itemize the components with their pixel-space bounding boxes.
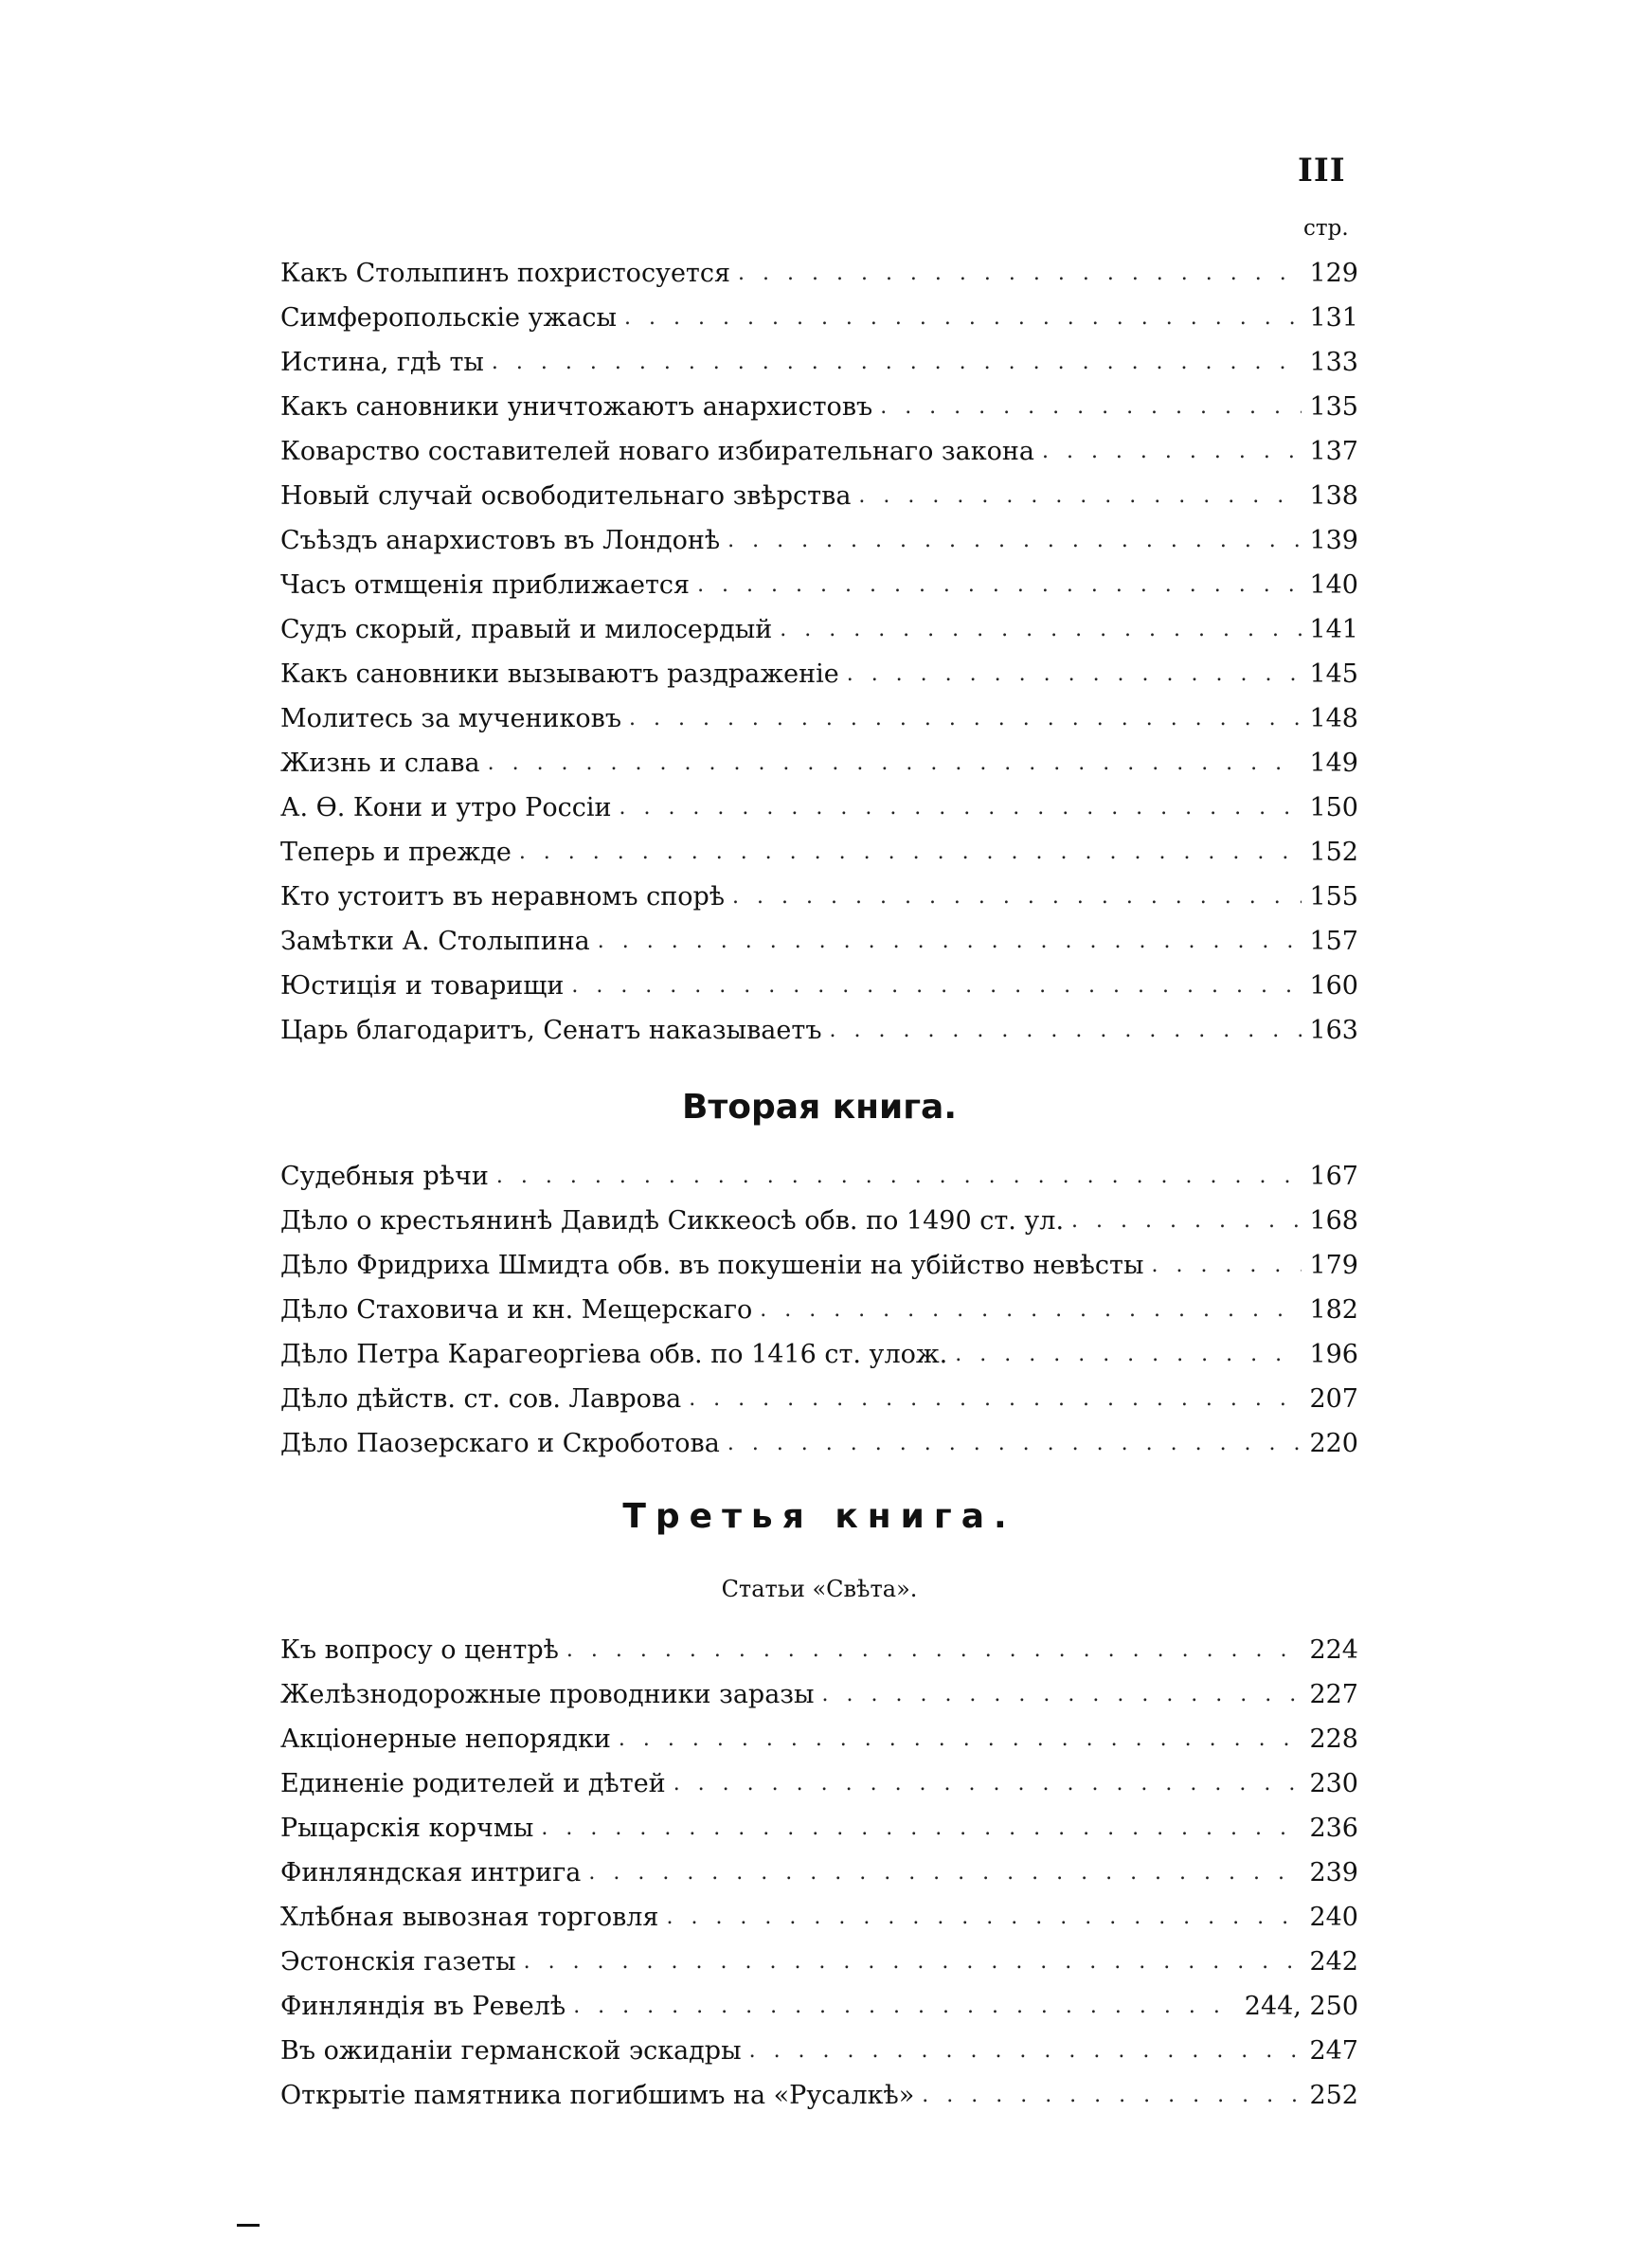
toc-entry bbox=[280, 1199, 1358, 1243]
toc-entry-page: 141 bbox=[1309, 615, 1358, 644]
toc-entry-page: 230 bbox=[1309, 1769, 1358, 1798]
toc-leader-dots bbox=[760, 1298, 1302, 1322]
toc-leader-dots bbox=[492, 351, 1302, 374]
toc-entry bbox=[280, 830, 1358, 875]
toc-entry-page: 155 bbox=[1309, 882, 1358, 912]
toc-entry bbox=[280, 1628, 1358, 1672]
toc-leader-dots bbox=[1071, 1209, 1302, 1233]
toc-leader-dots bbox=[624, 306, 1302, 330]
toc-entry bbox=[280, 1288, 1358, 1332]
toc-entry-title: Эстонскія газеты bbox=[280, 1947, 516, 1977]
toc-entry bbox=[280, 607, 1358, 652]
toc-entry bbox=[280, 875, 1358, 919]
toc-entry-title: Истина, гдѣ ты bbox=[280, 348, 484, 377]
toc-leader-dots bbox=[955, 1343, 1302, 1366]
toc-entry-title: Хлѣбная вывозная торговля bbox=[280, 1903, 659, 1932]
toc-leader-dots bbox=[571, 974, 1302, 998]
toc-entry bbox=[280, 741, 1358, 785]
toc-leader-dots bbox=[673, 1772, 1302, 1796]
toc-entry-page: 163 bbox=[1309, 1016, 1358, 1045]
toc-entry-title: Дѣло дѣйств. ст. сов. Лаврова bbox=[280, 1384, 682, 1414]
section-3-subheading: Статьи «Свѣта». bbox=[721, 1576, 918, 1602]
toc-leader-dots bbox=[697, 573, 1302, 597]
toc-entry-page: 242 bbox=[1309, 1947, 1358, 1977]
toc-entry bbox=[280, 696, 1358, 741]
section-2-heading: Вторая книга. bbox=[681, 1088, 958, 1127]
toc-entry bbox=[280, 964, 1358, 1008]
toc-entry-title: Съѣздъ анархистовъ въ Лондонѣ bbox=[280, 526, 721, 555]
toc-leader-dots bbox=[629, 707, 1302, 731]
toc-leader-dots bbox=[749, 2039, 1302, 2063]
toc-leader-dots bbox=[727, 529, 1302, 552]
toc-entry bbox=[280, 1851, 1358, 1895]
toc-entry-page: 224 bbox=[1309, 1635, 1358, 1665]
toc-leader-dots bbox=[727, 1432, 1302, 1455]
toc-entry-title: Новый случай освободительнаго звѣрства bbox=[280, 481, 852, 511]
toc-leader-dots bbox=[830, 1019, 1302, 1042]
toc-entry bbox=[280, 251, 1358, 296]
toc-entry-title: Желѣзнодорожные проводники заразы bbox=[280, 1680, 815, 1709]
toc-section-1 bbox=[280, 251, 1358, 1053]
toc-entry bbox=[280, 785, 1358, 830]
toc-entry bbox=[280, 385, 1358, 429]
toc-section-2 bbox=[280, 1154, 1358, 1466]
toc-leader-dots bbox=[1042, 440, 1302, 463]
toc-entry-title: Жизнь и слава bbox=[280, 749, 480, 778]
toc-entry-title: Молитесь за мучениковъ bbox=[280, 704, 621, 733]
toc-entry-page: 138 bbox=[1309, 481, 1358, 511]
toc-entry-page: 150 bbox=[1309, 793, 1358, 822]
toc-leader-dots bbox=[847, 662, 1302, 686]
toc-leader-dots bbox=[732, 885, 1302, 909]
toc-entry-page: 239 bbox=[1309, 1858, 1358, 1887]
toc-entry bbox=[280, 1940, 1358, 1984]
toc-entry bbox=[280, 1895, 1358, 1940]
toc-entry-title: Открытіе памятника погибшимъ на «Русалкѣ» bbox=[280, 2081, 915, 2110]
toc-entry-title: Кто устоитъ въ неравномъ спорѣ bbox=[280, 882, 726, 912]
toc-entry bbox=[280, 2073, 1358, 2118]
toc-leader-dots bbox=[780, 618, 1302, 641]
toc-entry-page: 129 bbox=[1309, 259, 1358, 288]
toc-entry bbox=[280, 652, 1358, 696]
toc-entry-page: 236 bbox=[1309, 1814, 1358, 1843]
toc-entry-title: Какъ сановники вызываютъ раздраженіе bbox=[280, 659, 839, 689]
toc-leader-dots bbox=[541, 1816, 1302, 1840]
toc-entry-page: 145 bbox=[1309, 659, 1358, 689]
toc-entry-title: Какъ Столыпинъ похристосуется bbox=[280, 259, 731, 288]
toc-entry-page: 140 bbox=[1309, 570, 1358, 600]
toc-entry-title: Дѣло Стаховича и кн. Мещерскаго bbox=[280, 1295, 753, 1325]
toc-entry-page: 149 bbox=[1309, 749, 1358, 778]
toc-entry bbox=[280, 1332, 1358, 1377]
toc-entry bbox=[280, 1008, 1358, 1053]
toc-entry-title: Въ ожиданіи германской эскадры bbox=[280, 2036, 742, 2066]
toc-leader-dots bbox=[488, 751, 1302, 775]
toc-entry-title: Дѣло о крестьянинѣ Давидѣ Сиккеосѣ обв. по 1490 ст. ул. bbox=[280, 1206, 1065, 1236]
toc-entry-page: 131 bbox=[1309, 303, 1358, 333]
toc-entry-title: Единеніе родителей и дѣтей bbox=[280, 1769, 666, 1798]
toc-leader-dots bbox=[619, 796, 1302, 820]
toc-entry-title: Симферопольскіе ужасы bbox=[280, 303, 618, 333]
toc-entry-title: Финляндія въ Ревелѣ bbox=[280, 1992, 566, 2021]
toc-entry-title: Дѣло Паозерскаго и Скроботова bbox=[280, 1429, 720, 1458]
toc-entry-page: 137 bbox=[1309, 437, 1358, 466]
toc-entry-page: 133 bbox=[1309, 348, 1358, 377]
toc-entry bbox=[280, 1377, 1358, 1421]
toc-entry-page: 148 bbox=[1309, 704, 1358, 733]
toc-leader-dots bbox=[588, 1861, 1302, 1885]
toc-entry bbox=[280, 429, 1358, 474]
toc-entry-page: 167 bbox=[1309, 1162, 1358, 1191]
toc-leader-dots bbox=[573, 1995, 1237, 2018]
toc-entry-page: 157 bbox=[1309, 927, 1358, 956]
toc-entry-page: 244, 250 bbox=[1244, 1992, 1358, 2021]
toc-leader-dots bbox=[922, 2084, 1302, 2107]
toc-leader-dots bbox=[619, 1727, 1302, 1751]
toc-entry bbox=[280, 340, 1358, 385]
toc-entry bbox=[280, 1154, 1358, 1199]
toc-entry-title: Акціонерные непорядки bbox=[280, 1724, 611, 1754]
page-number: III bbox=[1298, 152, 1346, 190]
toc-leader-dots bbox=[598, 930, 1302, 953]
toc-leader-dots bbox=[524, 1950, 1302, 1974]
toc-entry bbox=[280, 1806, 1358, 1851]
toc-entry-page: 227 bbox=[1309, 1680, 1358, 1709]
toc-section-3 bbox=[280, 1628, 1358, 2118]
toc-leader-dots bbox=[496, 1165, 1302, 1188]
page-column-header: стр. bbox=[1303, 216, 1349, 241]
toc-leader-dots bbox=[858, 484, 1302, 508]
toc-entry bbox=[280, 1761, 1358, 1806]
toc-entry bbox=[280, 1717, 1358, 1761]
toc-entry bbox=[280, 1243, 1358, 1288]
toc-entry-title: Коварство составителей новаго избирательнаго закона bbox=[280, 437, 1034, 466]
toc-entry-title: Дѣло Петра Карагеоргіева обв. по 1416 ст. улож. bbox=[280, 1340, 948, 1369]
toc-entry-title: Какъ сановники уничтожаютъ анархистовъ bbox=[280, 392, 873, 422]
toc-entry-title: Дѣло Фридриха Шмидта обв. въ покушеніи на убійство невѣсты bbox=[280, 1251, 1144, 1280]
toc-leader-dots bbox=[689, 1387, 1302, 1411]
toc-entry-page: 139 bbox=[1309, 526, 1358, 555]
toc-entry-title: Финляндская интрига bbox=[280, 1858, 582, 1887]
toc-entry-title: А. Ѳ. Кони и утро Россіи bbox=[280, 793, 612, 822]
toc-entry bbox=[280, 563, 1358, 607]
toc-entry-page: 252 bbox=[1309, 2081, 1358, 2110]
toc-entry-page: 196 bbox=[1309, 1340, 1358, 1369]
toc-entry bbox=[280, 1672, 1358, 1717]
toc-entry-page: 228 bbox=[1309, 1724, 1358, 1754]
toc-entry-page: 152 bbox=[1309, 838, 1358, 867]
toc-entry-title: Судебныя рѣчи bbox=[280, 1162, 489, 1191]
toc-entry bbox=[280, 2029, 1358, 2073]
toc-leader-dots bbox=[738, 262, 1302, 285]
toc-entry-page: 247 bbox=[1309, 2036, 1358, 2066]
toc-entry-page: 240 bbox=[1309, 1903, 1358, 1932]
toc-entry-page: 160 bbox=[1309, 971, 1358, 1001]
toc-entry-title: Рыцарскія корчмы bbox=[280, 1814, 534, 1843]
toc-entry-title: Судъ скорый, правый и милосердый bbox=[280, 615, 773, 644]
toc-entry-page: 179 bbox=[1309, 1251, 1358, 1280]
toc-entry bbox=[280, 1421, 1358, 1466]
toc-entry-title: Къ вопросу о центрѣ bbox=[280, 1635, 559, 1665]
section-3-heading: Третья книга. bbox=[622, 1497, 1016, 1536]
toc-entry bbox=[280, 1984, 1358, 2029]
toc-entry-page: 207 bbox=[1309, 1384, 1358, 1414]
toc-entry bbox=[280, 919, 1358, 964]
toc-entry bbox=[280, 518, 1358, 563]
toc-leader-dots bbox=[666, 1905, 1302, 1929]
toc-entry-title: Юстиція и товарищи bbox=[280, 971, 565, 1001]
toc-entry-page: 168 bbox=[1309, 1206, 1358, 1236]
toc-entry-page: 220 bbox=[1309, 1429, 1358, 1458]
toc-leader-dots bbox=[1151, 1254, 1302, 1277]
toc-entry-title: Замѣтки А. Столыпина bbox=[280, 927, 590, 956]
toc-entry bbox=[280, 474, 1358, 518]
footer-dash bbox=[237, 2224, 260, 2227]
toc-entry-title: Часъ отмщенія приближается bbox=[280, 570, 691, 600]
toc-entry-title: Царь благодаритъ, Сенатъ наказываетъ bbox=[280, 1016, 822, 1045]
toc-leader-dots bbox=[822, 1683, 1302, 1706]
toc-leader-dots bbox=[566, 1638, 1302, 1662]
toc-leader-dots bbox=[880, 395, 1302, 419]
toc-entry bbox=[280, 296, 1358, 340]
toc-entry-title: Теперь и прежде bbox=[280, 838, 512, 867]
toc-leader-dots bbox=[519, 840, 1302, 864]
toc-entry-page: 182 bbox=[1309, 1295, 1358, 1325]
toc-entry-page: 135 bbox=[1309, 392, 1358, 422]
